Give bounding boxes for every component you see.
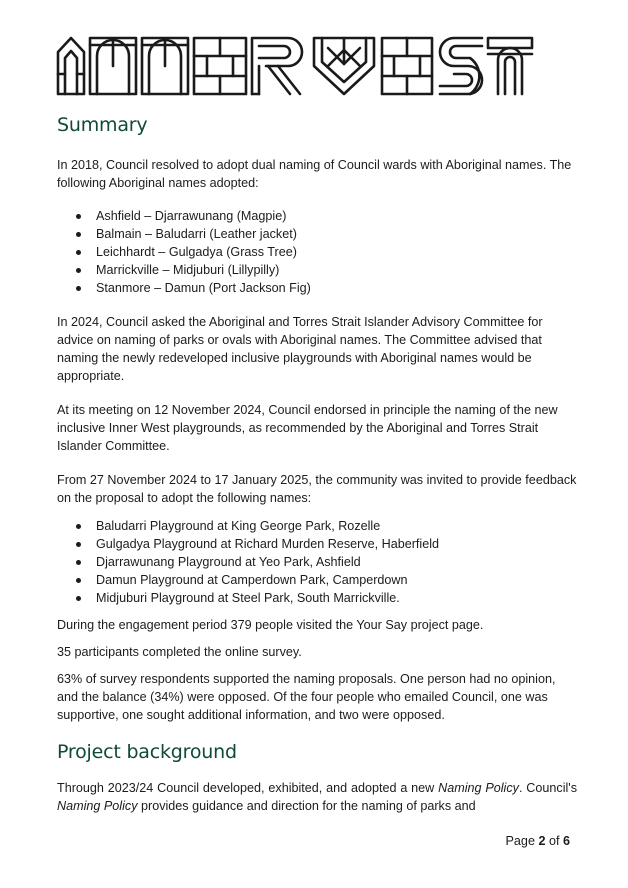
summary-intro-paragraph: In 2018, Council resolved to adopt dual naming of Council wards with Aboriginal names. The following Aboriginal names adopted: (57, 158, 572, 190)
playground-names-list (57, 517, 577, 607)
project-background-paragraph: Through 2023/24 Council developed, exhibited, and adopted a new Naming Policy. Council's Naming Policy provides guidance and direction for the naming of parks and (57, 781, 577, 813)
community-feedback-paragraph: From 27 November 2024 to 17 January 2025, the community was invited to provide feedback on the proposal to adopt the following names: (57, 473, 577, 505)
list-item: Damun Playground at Camperdown Park, Camperdown (57, 571, 577, 589)
list-item: Baludarri Playground at King George Park, Rozelle (57, 517, 577, 535)
page-number: Page 2 of 6 (505, 834, 570, 848)
logo-letter-e (194, 38, 246, 94)
list-item: Gulgadya Playground at Richard Murden Reserve, Haberfield (57, 535, 577, 553)
naming-policy-title: Naming Policy (57, 799, 138, 813)
logo-letter-i (58, 38, 84, 94)
logo-letter-s (440, 38, 482, 94)
list-item: Stanmore – Damun (Port Jackson Fig) (57, 279, 577, 297)
summary-heading: Summary (57, 114, 148, 136)
logo-letter-n-1 (90, 38, 136, 94)
list-item: Ashfield – Djarrawunang (Magpie) (57, 207, 577, 225)
survey-participants-paragraph: 35 participants completed the online survey. (57, 645, 302, 659)
ward-names-list (57, 207, 577, 297)
logo-letter-w (314, 38, 374, 94)
list-item: Leichhardt – Gulgadya (Grass Tree) (57, 243, 577, 261)
total-page-number: 6 (562, 834, 570, 848)
naming-policy-title: Naming Policy (438, 781, 519, 795)
list-item: Midjuburi Playground at Steel Park, South Marrickville. (57, 589, 577, 607)
logo-letter-e-2 (382, 38, 432, 94)
logo-letter-r (252, 38, 302, 94)
council-meeting-paragraph: At its meeting on 12 November 2024, Council endorsed in principle the naming of the new inclusive Inner West playgrounds, as recommended by the Aboriginal and Torres Strait Islander Committee. (57, 403, 558, 453)
list-item: Djarrawunang Playground at Yeo Park, Ashfield (57, 553, 577, 571)
logo-letter-n-2 (142, 38, 188, 94)
logo-letter-t (488, 38, 532, 94)
page-content (57, 114, 577, 815)
inner-west-logo (56, 36, 534, 96)
list-item: Balmain – Baludarri (Leather jacket) (57, 225, 577, 243)
advisory-committee-paragraph: In 2024, Council asked the Aboriginal and Torres Strait Islander Advisory Committee for advice on naming of parks or ovals with Aboriginal names. The Committee advised that naming the newly redeveloped inclusive playgrounds with Aboriginal names would be appropriate. (57, 315, 543, 383)
your-say-visits-paragraph: During the engagement period 379 people visited the Your Say project page. (57, 618, 484, 632)
survey-results-paragraph: 63% of survey respondents supported the naming proposals. One person had no opinion, and the balance (34%) were opposed. Of the four people who emailed Council, one was supportive, one sought additional information, and two were opposed. (57, 672, 556, 722)
list-item: Marrickville – Midjuburi (Lillypilly) (57, 261, 577, 279)
current-page-number: 2 (538, 834, 546, 848)
project-background-heading: Project background (57, 741, 237, 763)
